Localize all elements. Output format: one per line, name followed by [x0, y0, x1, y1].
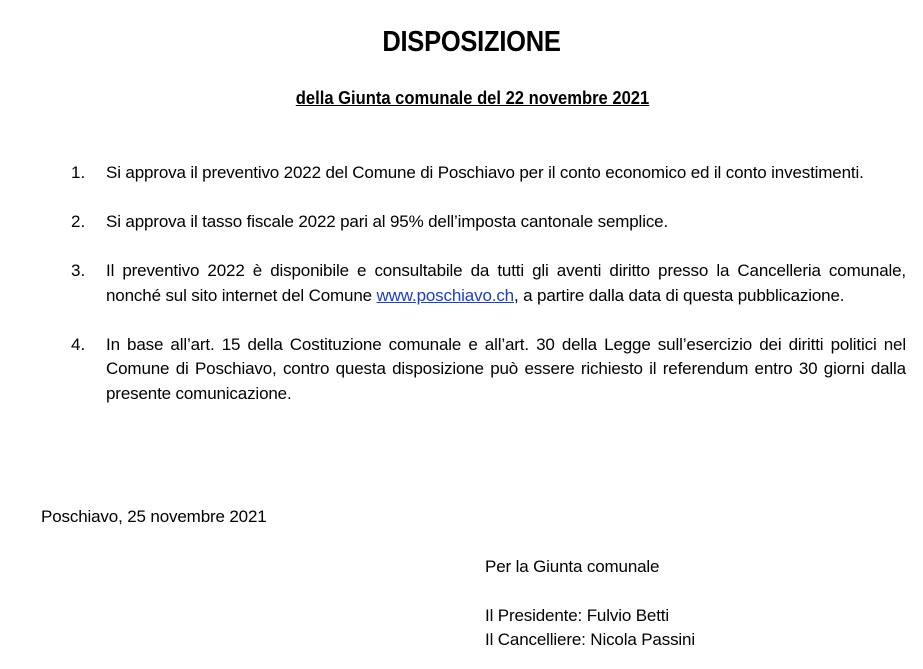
- item-number: 2.: [71, 212, 86, 231]
- signature-for-line: Per la Giunta comunale: [485, 557, 660, 576]
- signature-president: Il Presidente: Fulvio Betti: [485, 606, 669, 625]
- document-subtitle: della Giunta comunale del 22 novembre 2021: [295, 88, 650, 108]
- item-text: [106, 259, 906, 308]
- decision-list: [66, 161, 906, 431]
- item-text: In base all’art. 15 della Costituzione comunale e all’art. 30 della Legge sull’esercizio dei diritti politici nel Comune di Poschiavo, contro questa disposizione può essere richiesto il referendum entro 30 giorni dalla presente comunicazione.: [106, 334, 906, 403]
- signature-chancellor: Il Cancelliere: Nicola Passini: [485, 630, 695, 649]
- item-number: 3.: [71, 261, 86, 280]
- item-text: Si approva il preventivo 2022 del Comune di Poschiavo per il conto economico ed il conto investimenti.: [106, 163, 864, 182]
- list-item: [66, 161, 906, 186]
- document-title: DISPOSIZIONE: [382, 26, 561, 58]
- municipality-website-link[interactable]: www.poschiavo.ch: [376, 285, 514, 305]
- list-item: [66, 259, 906, 308]
- item-text-after-link: , a partire dalla data di questa pubblicazione.: [514, 285, 845, 305]
- list-item: [66, 210, 906, 235]
- item-text: Si approva il tasso fiscale 2022 pari al 95% dell’imposta cantonale semplice.: [106, 212, 669, 231]
- item-number: 1.: [71, 163, 86, 182]
- list-item: [66, 333, 906, 407]
- item-text-before-link: Il preventivo 2022 è disponibile e consultabile da tutti gli aventi diritto presso la Cancelleria comunale, nonché sul sito internet del Comune: [106, 261, 906, 305]
- place-and-date: Poschiavo, 25 novembre 2021: [41, 507, 267, 526]
- item-number: 4.: [71, 334, 86, 354]
